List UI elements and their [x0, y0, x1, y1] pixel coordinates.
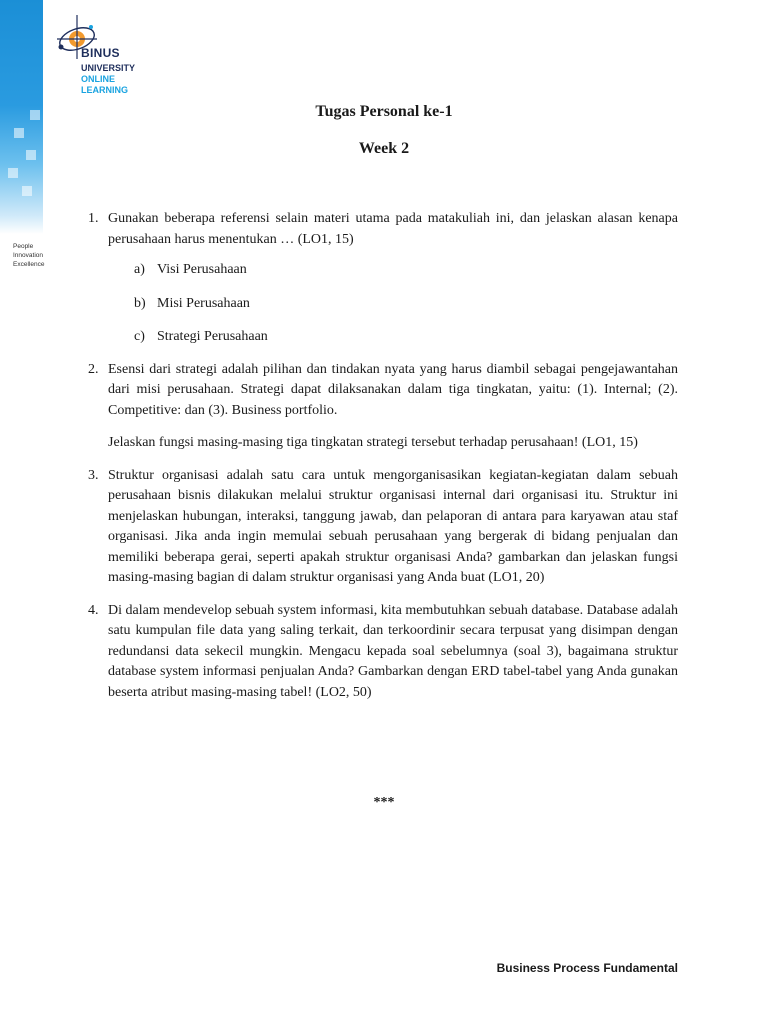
sub-item-label: b) [134, 295, 146, 311]
logo-online: ONLINE [81, 74, 116, 84]
sub-item-text: Misi Perusahaan [157, 295, 250, 311]
sub-item-text: Strategi Perusahaan [157, 329, 268, 344]
footer-course-name: Business Process Fundamental [496, 961, 678, 975]
question-text: Di dalam mendevelop sebuah system informasi, kita membutuhkan sebuah database. Database adalah satu kumpulan file data yang saling terkait, dan terkoordinir secara terpusat yang disimpan dengan redundansi data sekecil mungkin. Mengacu kepada soal sebelumnya (soal 3), bagaimana struktur database system informasi penjualan Anda? Gambarkan dengan ERD tabel-tabel yang Anda gunakan beserta atribut masing-masing tabel! (LO2, 50) [108, 602, 678, 700]
question-number: 2. [88, 361, 99, 377]
question-1 [88, 209, 678, 348]
sub-item [134, 294, 678, 315]
sub-item [134, 260, 678, 281]
band-pixel [8, 168, 18, 178]
document-subtitle: Week 2 [358, 140, 410, 157]
document-title: Tugas Personal ke-1 [315, 103, 453, 120]
question-text: Struktur organisasi adalah satu cara untuk mengorganisasikan kegiatan-kegiatan dalam sebuah perusahaan bisnis dilakukan melalui struktur organisasi internal dari organisasi itu. Struktur ini menjelaskan hubungan, interaksi, tanggung jawab, dan pelaporan di antara para karyawan atau staf organisasi. Jika anda ingin memulai sebuah perusahaan yang bergerak di bidang penjualan dan memiliki beberapa gerai, seperti apakah struktur organisasi Anda? gambarkan dan jelaskan fungsi masing-masing bagian di dalam struktur organisasi yang Anda buat (LO1, 20) [108, 467, 678, 585]
brand-tagline [13, 242, 44, 269]
sub-item-label: a) [134, 262, 145, 277]
sub-item [134, 327, 678, 348]
sub-item-list [134, 260, 678, 348]
end-mark: *** [373, 795, 395, 810]
sub-item-label: c) [134, 329, 145, 344]
logo-binus: BINUS [81, 46, 120, 60]
question-3 [88, 466, 678, 589]
logo-learning: LEARNING [81, 85, 128, 95]
band-pixel [14, 128, 24, 138]
band-pixel [22, 186, 32, 196]
tagline-line: People [13, 243, 34, 250]
tagline-line: Excellence [13, 261, 45, 268]
question-number: 4. [88, 602, 99, 618]
tagline-line: Innovation [13, 252, 43, 259]
question-number: 1. [88, 211, 99, 226]
logo-university: UNIVERSITY [81, 63, 136, 73]
question-text: Esensi dari strategi adalah pilihan dan tindakan nyata yang harus diambil sebagai pengejawantahan dari misi perusahaan. Strategi dapat dilaksanakan dalam tiga tingkatan, yaitu: (1). Internal; (2). Competitive: dan (3). Business portfolio. [108, 361, 678, 418]
question-text: Gunakan beberapa referensi selain materi utama pada matakuliah ini, dan jelaskan alasan kenapa perusahaan harus menentukan … (LO1, 15) [108, 211, 678, 247]
question-number: 3. [88, 467, 99, 483]
question-instruction: Jelaskan fungsi masing-masing tiga tingkatan strategi tersebut terhadap perusahaan! (LO1, 15) [108, 435, 638, 450]
question-4 [88, 601, 678, 704]
question-list [88, 209, 678, 715]
question-2 [88, 360, 678, 454]
sub-item-text: Visi Perusahaan [157, 262, 247, 277]
